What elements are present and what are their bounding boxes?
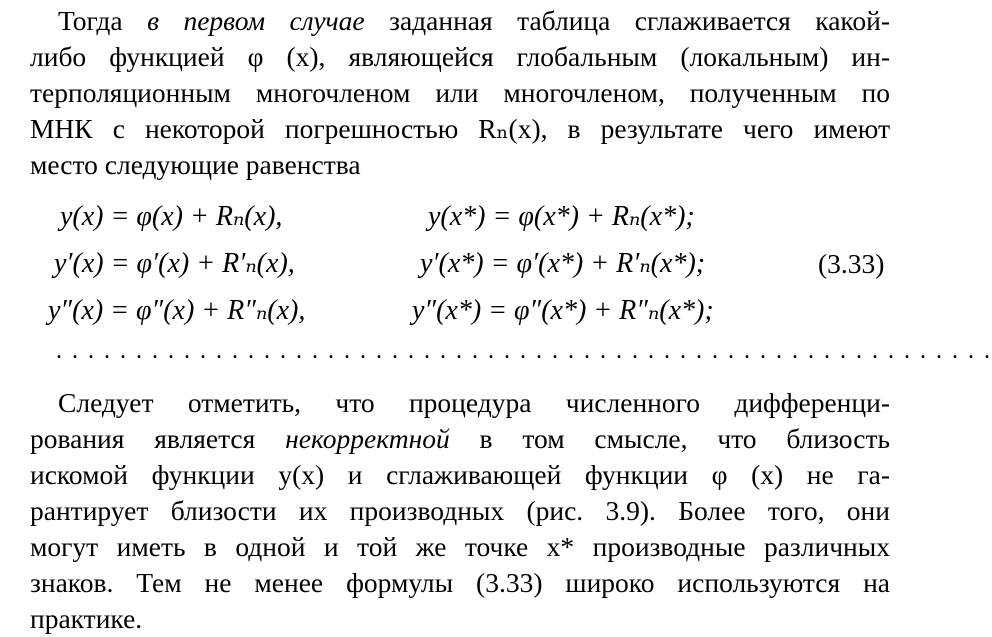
equation-number: (3.33) [818,248,885,279]
paragraph2-line4: рантирует близости их производных (рис. 3.9). Более того, они [30,495,890,526]
text-run: рования является [30,423,286,454]
equation-row3-right: y″(x*) = φ″(x*) + R″ₙ(x*); [412,295,714,326]
paragraph2-line5: могут иметь в одной и той же точке x* производные различных [30,531,890,562]
equation-row2-left: y′(x) = φ′(x) + R′ₙ(x), [54,248,295,279]
text-run: заданная таблица сглаживается какой- [364,5,891,36]
emphasis-text: некорректной [285,423,450,454]
paragraph2-line6: знаков. Тем не менее формулы (3.33) широко используются на [30,567,890,598]
text-run: в том смысле, что близость [449,423,891,454]
paragraph2-line3: искомой функции y(x) и сглаживающей функции φ (x) не га- [30,459,890,490]
equation-row3-left: y″(x) = φ″(x) + R″ₙ(x), [48,295,306,326]
paragraph1-line5: место следующие равенства [30,149,361,180]
equation-row1-left: y(x) = φ(x) + Rₙ(x), [60,201,283,232]
text-run: Тогда [58,5,148,36]
paragraph1-line1 [58,2,890,39]
emphasis-text: в первом случае [147,5,365,36]
paragraph2-line2 [30,420,890,457]
equation-row1-right: y(x*) = φ(x*) + Rₙ(x*); [428,201,695,232]
paragraph1-line4: МНК с некоторой погрешностью Rₙ(x), в результате чего имеют [30,113,890,144]
paragraph1-line2: либо функцией φ (x), являющейся глобальным (локальным) ин- [30,41,890,72]
equation-row2-right: y′(x*) = φ′(x*) + R′ₙ(x*); [420,248,706,279]
dotted-continuation: . . . . . . . . . . . . . . . . . . . . . . . . . . . . . . . . . . . . . . . . . . . . . . . . . . . . . . . . . . . [56,338,992,364]
paragraph2-line7: практике. [30,603,143,634]
paragraph2-line1: Следует отметить, что процедура численного дифференци- [58,387,890,418]
paragraph1-line3: терполяционным многочленом или многочленом, полученным по [30,77,890,108]
